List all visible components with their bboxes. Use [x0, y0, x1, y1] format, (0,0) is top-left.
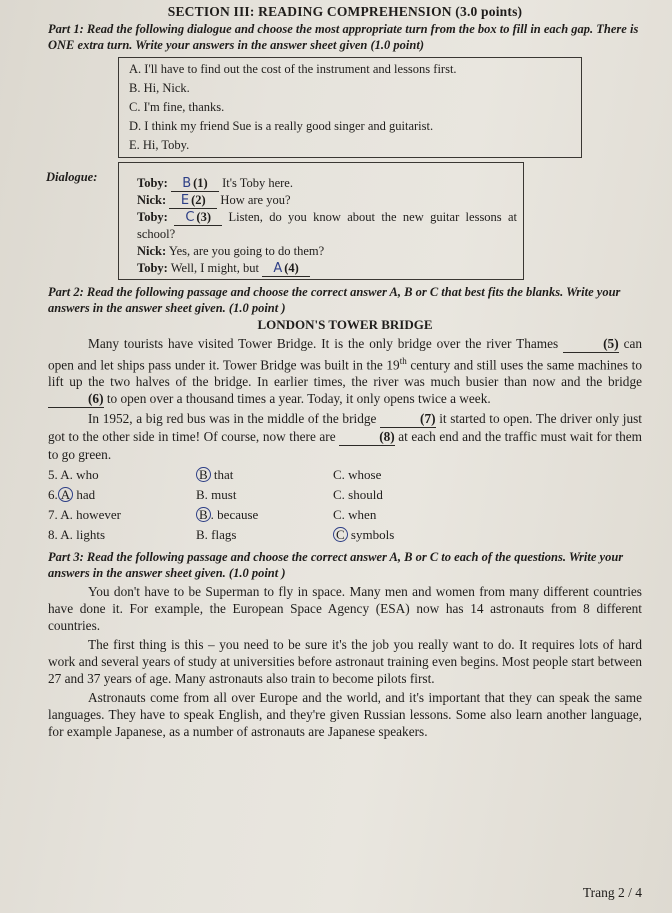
option-row-5: 5. A. who B that C. whose [48, 465, 642, 485]
option-row-8: 8. A. lights B. flags C symbols [48, 525, 642, 545]
handwritten-answer: C [185, 210, 195, 225]
passage-paragraph: In 1952, a big red bus was in the middle of the bridge (7) it started to open. The driver only just got to the other side in time! Of course, now there are (8) at each end and the traffic must wait for them to go green. [48, 411, 643, 463]
handwritten-answer: A [273, 261, 283, 276]
gap-1: B (1) [171, 176, 219, 192]
option-5c[interactable]: C. whose [333, 467, 382, 483]
pen-circle-mark: B [196, 507, 211, 522]
option-5a[interactable]: A. who [60, 467, 99, 483]
turn-option-a: A. I'll have to find out the cost of the instrument and lessons first. [129, 62, 457, 76]
speaker: Toby: [137, 210, 168, 224]
turn-option-b: B. Hi, Nick. [129, 81, 190, 95]
passage-paragraph: Many tourists have visited Tower Bridge. It is the only bridge over the river Thames (5) can open and let ships pass under it. Tower Bridge was built in the 19th century and still uses the same machines to lift up the two halves of the bridge. In earlier times, the river was much busier than now and the bridge (6) to open over a thousand times a year. Today, it only opens twice a week. [48, 336, 643, 407]
turns-box [118, 57, 582, 158]
blank-5: (5) [563, 335, 619, 353]
line-text: Well, I might, but [170, 261, 259, 275]
option-7b[interactable]: B . because [196, 505, 333, 525]
option-6c[interactable]: C. should [333, 487, 383, 503]
dialogue-line [137, 243, 517, 260]
turn-option-c: C. I'm fine, thanks. [129, 100, 225, 114]
page-number: Trang 2 / 4 [582, 885, 642, 900]
option-8c[interactable]: C symbols [333, 525, 493, 545]
dialogue-label: Dialogue: [46, 170, 98, 184]
passage-paragraph: Astronauts come from all over Europe and the world, and it's important that they can speak the same languages. They have to speak English, and they're given Russian lessons. Some also learn another language, for example Japanese, as a number of astronauts are Japanese speakers. [48, 690, 642, 740]
line-text: Listen, do you know about the new guitar lessons at school? [137, 210, 518, 241]
passage-paragraph: The first thing is this – you need to be sure it's the job you really want to do. It requires lots of hard work and several years of study at universities before astronaut training even begins. Most people start between 27 and 37 years of age. Many astronauts also train to become pilots first. [48, 637, 642, 687]
option-row-7: 7. A. however B . because C. when [48, 505, 642, 525]
section-title: SECTION III: READING COMPREHENSION (3.0 points) [167, 4, 523, 19]
part1-instruction: Part 1: Read the following dialogue and choose the most appropriate turn from the box to fill in each gap. There is ONE extra turn. Write your answers in the answer sheet given (1.0 point) [48, 22, 639, 52]
line-text: How are you? [220, 193, 291, 207]
dialogue-section [48, 162, 642, 280]
dialogue-line [137, 209, 517, 243]
blank-8: (8) [339, 428, 395, 446]
gap-3: C (3) [174, 210, 222, 226]
option-5b[interactable]: B that [196, 465, 333, 485]
gap-2: E (2) [169, 193, 217, 209]
option-7a[interactable]: A. however [60, 507, 121, 523]
line-text: Yes, are you going to do them? [168, 244, 325, 258]
option-8b[interactable]: B. flags [196, 527, 237, 543]
pen-circle-mark: C [333, 527, 348, 542]
pen-circle-mark[interactable]: A [58, 487, 73, 502]
line-text: It's Toby here. [222, 176, 293, 190]
turn-option-d: D. I think my friend Sue is a really good singer and guitarist. [129, 119, 434, 133]
speaker: Toby: [137, 261, 168, 275]
answer-options [48, 465, 642, 545]
blank-6: (6) [48, 390, 104, 408]
blank-7: (7) [380, 410, 436, 428]
handwritten-answer: B [182, 176, 192, 191]
gap-4: A (4) [262, 261, 310, 277]
dialogue-line [137, 175, 517, 192]
handwritten-answer: E [180, 193, 190, 208]
turn-option-e: E. Hi, Toby. [129, 138, 190, 152]
dialogue-line [137, 192, 517, 209]
option-6b[interactable]: B. must [196, 487, 237, 503]
option-row-6: 6. A had B. must C. should [48, 485, 642, 505]
option-8a[interactable]: A. lights [60, 527, 106, 543]
dialogue-line [137, 260, 517, 277]
speaker: Toby: [137, 176, 168, 190]
part3-instruction: Part 3: Read the following passage and choose the correct answer A, B or C to each of the questions. Write your answers in the answer sheet given. (1.0 point ) [48, 550, 624, 581]
speaker: Nick: [137, 244, 167, 258]
passage-paragraph: You don't have to be Superman to fly in space. Many men and women from many different countries have done it. For example, the European Space Agency (ESA) now has 14 astronauts from 8 different countries. [48, 584, 642, 634]
pen-circle-mark: B [196, 467, 211, 482]
passage-title: LONDON'S TOWER BRIDGE [257, 317, 433, 332]
part2-instruction: Part 2: Read the following passage and choose the correct answer A, B or C that best fits the blanks. Write your answers in the answer sheet given. (1.0 point ) [48, 285, 621, 315]
option-7c[interactable]: C. when [333, 507, 377, 523]
dialogue-box [118, 162, 524, 280]
speaker: Nick: [137, 193, 167, 207]
